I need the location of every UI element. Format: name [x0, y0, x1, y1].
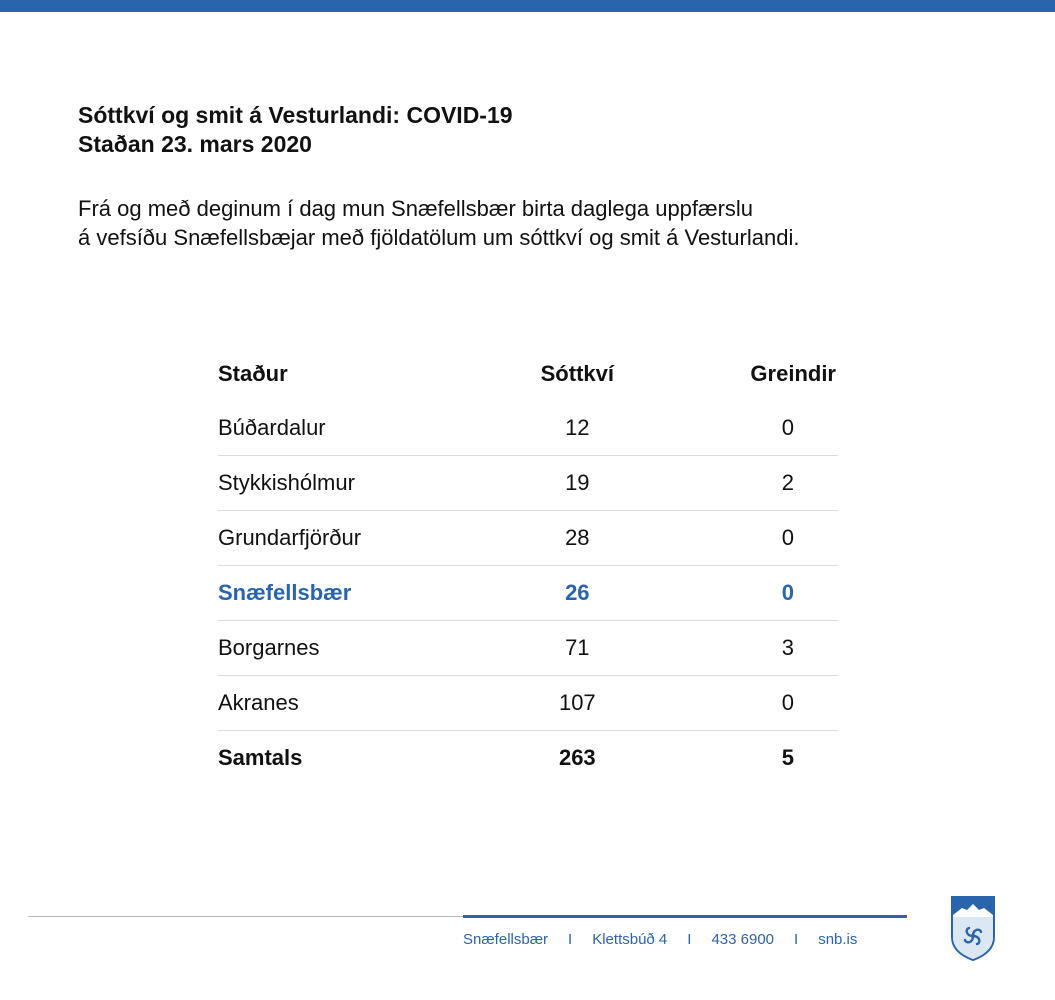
- page-date: Staðan 23. mars 2020: [78, 131, 312, 157]
- top-brand-bar: [0, 0, 1055, 12]
- cell-quarantine: 71: [472, 621, 682, 676]
- table-row: [218, 621, 838, 676]
- cell-confirmed: 0: [682, 511, 838, 566]
- table-row: [218, 676, 838, 731]
- cell-place: Búðardalur: [218, 401, 472, 456]
- column-header-place: Staður: [218, 361, 288, 386]
- cell-quarantine: 107: [472, 676, 682, 731]
- cell-confirmed: 0: [682, 566, 838, 621]
- cell-quarantine: 12: [472, 401, 682, 456]
- cell-quarantine: 19: [472, 456, 682, 511]
- footer-name: Snæfellsbær: [463, 931, 549, 948]
- cell-place: Grundarfjörður: [218, 511, 472, 566]
- footer-separator: I: [568, 931, 573, 948]
- cell-confirmed: 3: [682, 621, 838, 676]
- cell-total-quarantine: 263: [558, 745, 596, 770]
- footer-contact-info: [463, 931, 857, 948]
- cell-place: Snæfellsbær: [218, 566, 472, 621]
- cell-total-label: Samtals: [218, 745, 303, 770]
- table-row: [218, 511, 838, 566]
- cell-place: Stykkishólmur: [218, 456, 472, 511]
- table-total-row: [218, 731, 838, 786]
- footer-separator: I: [794, 931, 799, 948]
- cell-place: Akranes: [218, 676, 472, 731]
- page-heading: [78, 101, 513, 159]
- footer-divider-grey: [28, 916, 464, 917]
- cell-quarantine: 28: [472, 511, 682, 566]
- column-header-confirmed: Greindir: [750, 361, 836, 386]
- cell-confirmed: 0: [682, 676, 838, 731]
- cell-confirmed: 0: [682, 401, 838, 456]
- intro-line-2: á vefsíðu Snæfellsbæjar með fjöldatölum um sóttkví og smit á Vesturlandi.: [78, 225, 800, 250]
- footer-phone: 433 6900: [711, 931, 775, 948]
- intro-text: [78, 194, 799, 252]
- cell-place: Borgarnes: [218, 621, 472, 676]
- footer-divider-blue: [463, 915, 907, 918]
- covid-stats-table: [218, 347, 838, 785]
- footer-website[interactable]: snb.is: [818, 931, 858, 948]
- footer-address: Klettsbúð 4: [592, 931, 668, 948]
- column-header-quarantine: Sóttkví: [540, 361, 614, 386]
- cell-total-confirmed: 5: [781, 745, 794, 770]
- footer-separator: I: [687, 931, 692, 948]
- table-header-row: [218, 347, 838, 401]
- table-row: [218, 401, 838, 456]
- snaefellsbaer-crest-icon: [950, 895, 996, 961]
- table-row: [218, 456, 838, 511]
- intro-line-1: Frá og með deginum í dag mun Snæfellsbær birta daglega uppfærslu: [78, 196, 754, 221]
- table-row-highlighted: [218, 566, 838, 621]
- cell-quarantine: 26: [472, 566, 682, 621]
- page-title: Sóttkví og smit á Vesturlandi: COVID-19: [78, 102, 513, 128]
- cell-confirmed: 2: [682, 456, 838, 511]
